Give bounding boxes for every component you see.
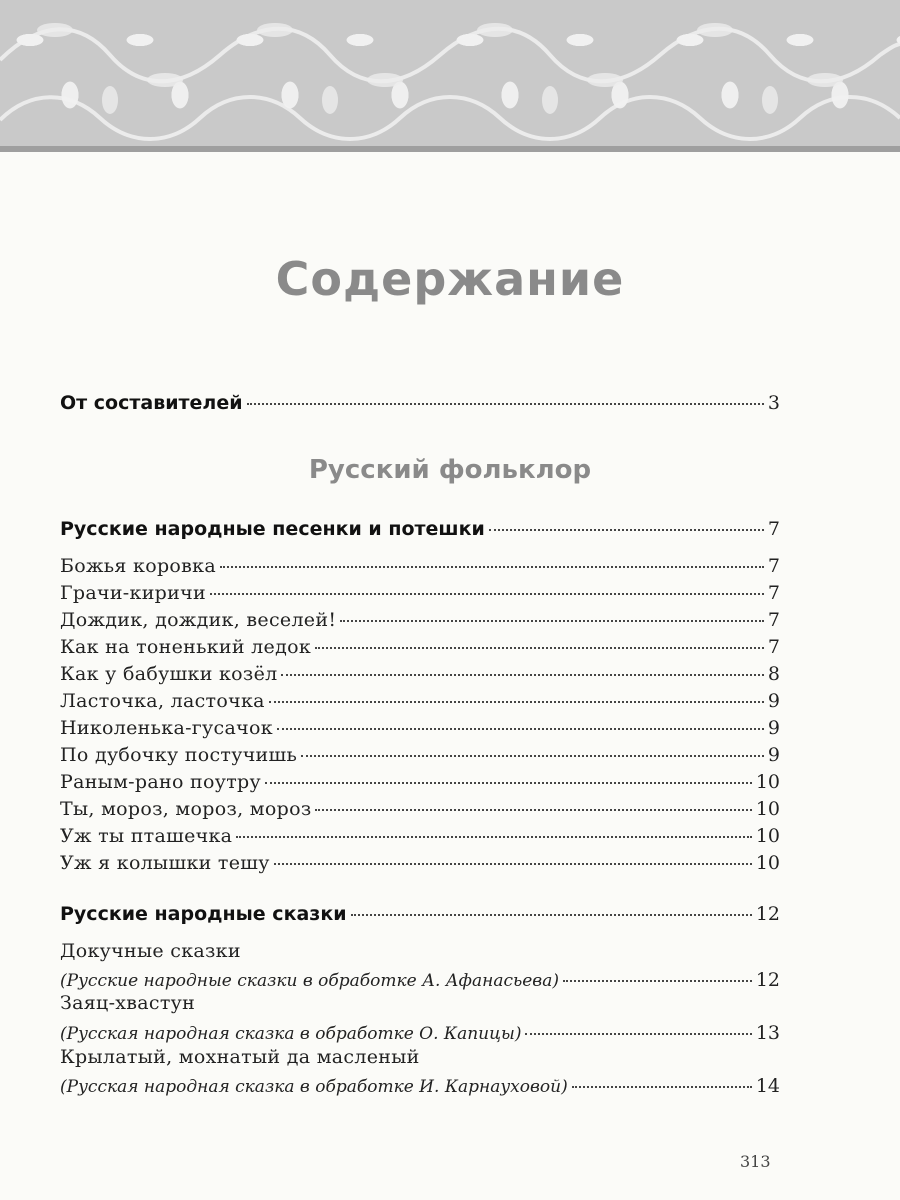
dot-leader [572, 1086, 752, 1088]
toc-entry-label: Николенька-гусачок [60, 717, 273, 739]
dot-leader [563, 980, 752, 982]
toc-entry-label: От составителей [60, 392, 243, 414]
toc-entry [60, 798, 780, 820]
dot-leader [269, 701, 764, 703]
toc-entry [60, 771, 780, 793]
toc-entry [60, 825, 780, 847]
toc-entry-page: 7 [767, 518, 780, 540]
dot-leader [210, 593, 764, 595]
dot-leader [274, 863, 752, 865]
toc-entry-page: 12 [755, 903, 780, 925]
toc-entry-page: 10 [755, 771, 780, 793]
toc-entry-page: 12 [755, 969, 780, 991]
toc-entry-page: 7 [767, 582, 780, 604]
toc-entry [60, 663, 780, 685]
dot-leader [315, 647, 764, 649]
toc-entry-page: 9 [767, 690, 780, 712]
toc-entry-page: 10 [755, 798, 780, 820]
toc-entry-page: 7 [767, 555, 780, 577]
toc-entry [60, 555, 780, 577]
toc-entry-label: Уж я колышки тешу [60, 852, 270, 874]
dot-leader [247, 403, 764, 405]
banner-divider [0, 146, 900, 152]
toc-entry-page: 10 [755, 825, 780, 847]
dot-leader [525, 1033, 751, 1035]
toc-entry-page: 8 [767, 663, 780, 685]
toc-entry-label: Божья коровка [60, 555, 216, 577]
toc-entry-label: Дождик, дождик, веселей! [60, 609, 337, 631]
tale-title: Крылатый, мохнатый да масленый [60, 1046, 420, 1068]
dot-leader [220, 566, 764, 568]
tale-subtitle: (Русская народная сказка в обработке И. Карнауховой) [60, 1077, 568, 1097]
dot-leader [236, 836, 752, 838]
toc-entry [60, 852, 780, 874]
floral-ornament-icon [0, 0, 900, 148]
toc-entry-page: 10 [755, 852, 780, 874]
page-title: Содержание [275, 252, 625, 306]
toc-entry-label: Ласточка, ласточка [60, 690, 265, 712]
toc-entry-label: Русские народные сказки [60, 903, 347, 925]
toc-entry [60, 690, 780, 712]
toc-entry [60, 744, 780, 766]
toc-entry-label: По дубочку постучишь [60, 744, 298, 766]
toc-entry-label: Ты, мороз, мороз, мороз [60, 798, 312, 820]
toc-entry [60, 582, 780, 604]
toc-entry-page: 14 [755, 1075, 780, 1097]
toc-entry-label: Уж ты пташечка [60, 825, 233, 847]
toc-entry-label: Как на тоненький ледок [60, 636, 312, 658]
toc-heading-tales [60, 903, 780, 925]
toc-entry-intro [60, 392, 780, 414]
tale-title: Заяц-хвастун [60, 992, 196, 1014]
tale-subtitle-line [60, 969, 780, 991]
decorative-banner [0, 0, 900, 148]
toc-entry-page: 9 [767, 744, 780, 766]
tale-subtitle-line [60, 1075, 780, 1097]
tale-subtitle: (Русские народные сказки в обработке А. Афанасьева) [60, 971, 559, 991]
toc-entry-page: 7 [767, 609, 780, 631]
page-number: 313 [740, 1152, 771, 1171]
tale-subtitle: (Русская народная сказка в обработке О. Капицы) [60, 1024, 522, 1044]
toc-entry-label: Русские народные песенки и потешки [60, 518, 485, 540]
toc-heading-songs [60, 518, 780, 540]
dot-leader [340, 620, 764, 622]
dot-leader [277, 728, 764, 730]
dot-leader [281, 674, 763, 676]
toc-entry [60, 717, 780, 739]
tale-subtitle-line [60, 1022, 780, 1044]
toc-entry-page: 13 [755, 1022, 780, 1044]
toc-entry [60, 609, 780, 631]
toc-entry [60, 636, 780, 658]
dot-leader [315, 809, 751, 811]
dot-leader [489, 529, 764, 531]
dot-leader [351, 914, 752, 916]
toc-entry-label: Раным-рано поутру [60, 771, 261, 793]
section-heading: Русский фольклор [308, 455, 592, 485]
toc-entry-label: Как у бабушки козёл [60, 663, 278, 685]
toc-entry-label: Грачи-киричи [60, 582, 206, 604]
tale-title: Докучные сказки [60, 940, 241, 962]
dot-leader [301, 755, 764, 757]
toc-entry-page: 3 [767, 392, 780, 414]
toc-entry-page: 7 [767, 636, 780, 658]
dot-leader [265, 782, 752, 784]
toc-entry-page: 9 [767, 717, 780, 739]
